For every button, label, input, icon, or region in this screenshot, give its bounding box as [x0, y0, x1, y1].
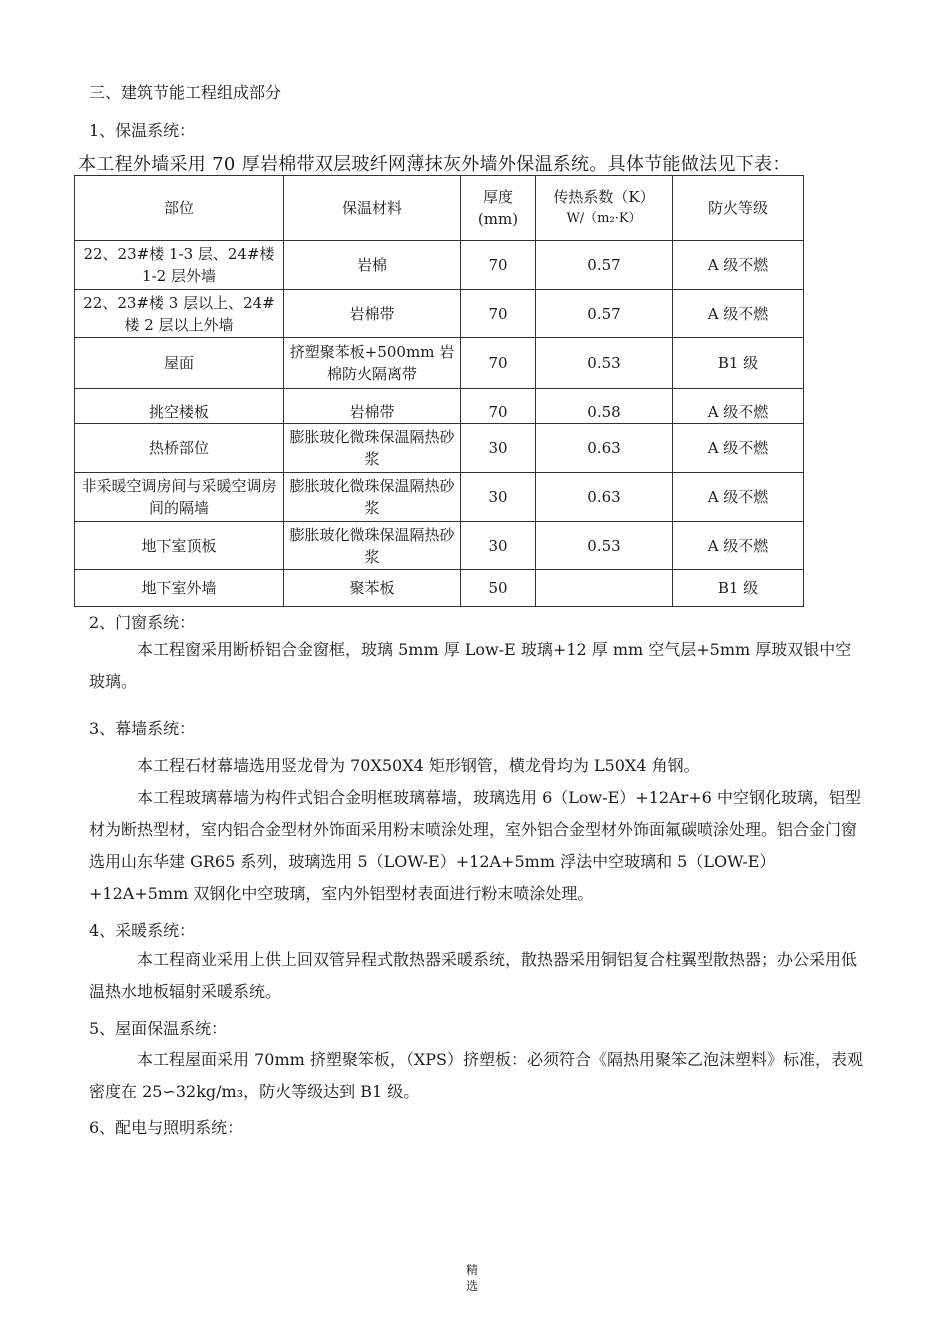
cell-k: 0.53 [536, 522, 673, 570]
heading-roof-insulation: 5、屋面保温系统： [89, 1019, 228, 1038]
cell-fire: B1 级 [673, 338, 804, 389]
cell-k: 0.53 [536, 338, 673, 389]
table-row [75, 290, 804, 338]
cell-k: 0.63 [536, 473, 673, 522]
table-row [75, 522, 804, 570]
cell-thickness: 50 [461, 570, 536, 607]
roof-insulation-text: 本工程屋面采用 70mm 挤塑聚笨板，（XPS）挤塑板：必须符合《隔热用聚笨乙泡沫塑料》标准，表观密度在 25∽32kg/m₃，防火等级达到 B1 级。 [89, 1050, 863, 1101]
cell-material: 岩棉带 [284, 290, 461, 338]
cell-part: 22、23#楼 1-3 层、24#楼 1-2 层外墙 [75, 241, 284, 290]
cell-k: 0.57 [536, 290, 673, 338]
cell-thickness: 70 [461, 389, 536, 424]
cell-material: 膨胀玻化微珠保温隔热砂浆 [284, 424, 461, 473]
heading-heating: 4、采暖系统： [89, 921, 196, 940]
cell-thickness: 30 [461, 473, 536, 522]
table-row [75, 424, 804, 473]
cell-material: 岩棉 [284, 241, 461, 290]
cell-part: 地下室外墙 [75, 570, 284, 607]
cell-material: 聚苯板 [284, 570, 461, 607]
cell-fire: A 级不燃 [673, 241, 804, 290]
header-thickness-label: 厚度 [482, 188, 513, 206]
table-header-row [75, 176, 804, 241]
insulation-intro: 本工程外墙采用 70 厚岩棉带双层玻纤网薄抹灰外墙外保温系统。具体节能做法见下表： [78, 154, 791, 175]
section-title: 三、建筑节能工程组成部分 [89, 83, 282, 102]
cell-fire: A 级不燃 [673, 389, 804, 424]
header-fire: 防火等级 [673, 176, 804, 241]
cell-part: 地下室顶板 [75, 522, 284, 570]
cell-part: 挑空楼板 [75, 389, 284, 424]
cell-thickness: 70 [461, 338, 536, 389]
insulation-table [74, 175, 804, 607]
cell-material: 挤塑聚苯板+500mm 岩棉防火隔离带 [284, 338, 461, 389]
page-footer: 精选 [466, 1263, 479, 1293]
cell-thickness: 70 [461, 290, 536, 338]
header-part: 部位 [75, 176, 284, 241]
cell-thickness: 70 [461, 241, 536, 290]
heading-power-lighting: 6、配电与照明系统： [89, 1118, 244, 1137]
cell-fire: A 级不燃 [673, 290, 804, 338]
cell-fire: B1 级 [673, 570, 804, 607]
cell-fire: A 级不燃 [673, 473, 804, 522]
windows-text: 本工程窗采用断桥铝合金窗框，玻璃 5mm 厚 Low-E 玻璃+12 厚 mm 空气层+5mm 厚玻双银中空玻璃。 [89, 640, 852, 691]
cell-k: 0.57 [536, 241, 673, 290]
cell-part: 屋面 [75, 338, 284, 389]
header-k [536, 176, 673, 241]
header-material: 保温材料 [284, 176, 461, 241]
cell-k: 0.63 [536, 424, 673, 473]
header-thickness-unit: (mm) [477, 210, 519, 228]
heading-insulation: 1、保温系统： [89, 121, 196, 140]
cell-fire: A 级不燃 [673, 522, 804, 570]
cell-part: 热桥部位 [75, 424, 284, 473]
header-k-label: 传热系数（K） [553, 188, 655, 206]
cell-material: 膨胀玻化微珠保温隔热砂浆 [284, 522, 461, 570]
cell-thickness: 30 [461, 424, 536, 473]
curtain-wall-text-2: 本工程玻璃幕墙为构件式铝合金明框玻璃幕墙，玻璃选用 6（Low-E）+12Ar+6 中空钢化玻璃，铝型材为断热型材，室内铝合金型材外饰面采用粉末喷涂处理，室外铝合金型材外饰面氟碳喷涂处理。铝合金门窗选用山东华建 GR65 系列，玻璃选用 5（LOW-E）+12A+5mm 浮法中空玻璃和 5（LOW-E）+12A+5mm 双钢化中空玻璃，室内外铝型材表面进行粉末喷涂处理。 [89, 788, 861, 903]
cell-k: 0.58 [536, 389, 673, 424]
table-row [75, 473, 804, 522]
cell-k [536, 570, 673, 607]
cell-part: 22、23#楼 3 层以上、24#楼 2 层以上外墙 [75, 290, 284, 338]
table-row [75, 570, 804, 607]
header-thickness [461, 176, 536, 241]
cell-material: 膨胀玻化微珠保温隔热砂浆 [284, 473, 461, 522]
cell-fire: A 级不燃 [673, 424, 804, 473]
curtain-wall-text-1: 本工程石材幕墙选用竖龙骨为 70X50X4 矩形钢管，横龙骨均为 L50X4 角钢。 [137, 756, 700, 775]
table-row [75, 389, 804, 424]
cell-thickness: 30 [461, 522, 536, 570]
heading-curtain-wall: 3、幕墙系统： [89, 719, 196, 738]
table-row [75, 241, 804, 290]
heading-windows: 2、门窗系统： [89, 613, 196, 632]
cell-material: 岩棉带 [284, 389, 461, 424]
header-k-unit: W/（m₂·K） [566, 211, 642, 226]
heating-text: 本工程商业采用上供上回双管异程式散热器采暖系统，散热器采用铜铝复合柱翼型散热器；办公采用低温热水地板辐射采暖系统。 [89, 950, 858, 1001]
table-row [75, 338, 804, 389]
cell-part: 非采暖空调房间与采暖空调房间的隔墙 [75, 473, 284, 522]
